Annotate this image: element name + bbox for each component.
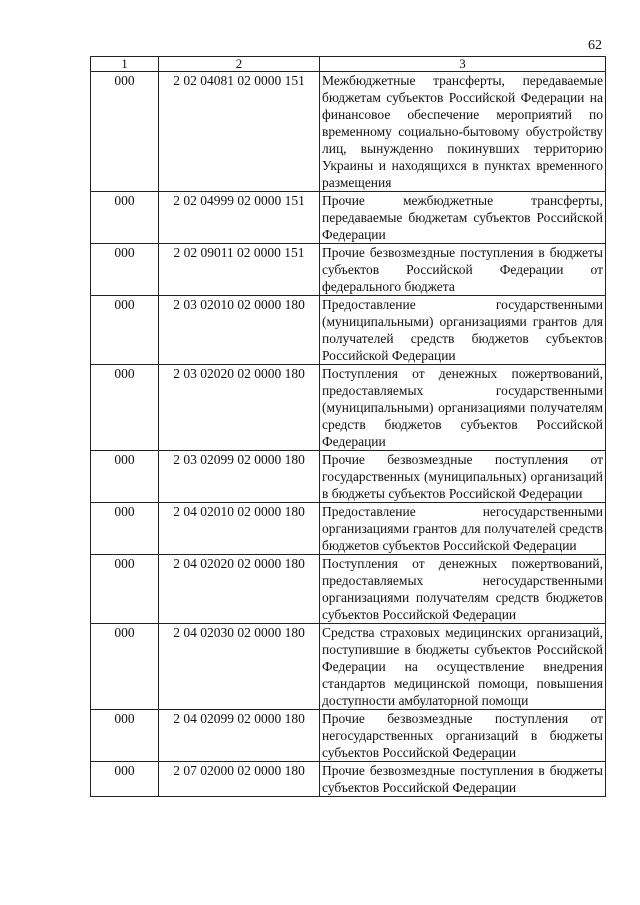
budget-code-cell: 2 03 02020 02 0000 180: [159, 365, 320, 451]
budget-code-cell: 2 03 02010 02 0000 180: [159, 296, 320, 365]
table-row: [91, 244, 606, 296]
budget-code-cell: 2 04 02030 02 0000 180: [159, 624, 320, 710]
revenue-description-cell: Средства страховых медицинских организаций, поступившие в бюджеты субъектов Российской Федерации на осуществление внедрения стандартов медицинской помощи, повышения доступности амбулаторной помощи: [320, 624, 606, 710]
revenue-description-cell: Поступления от денежных пожертвований, предоставляемых негосударственными организациями получателям средств бюджетов субъектов Российской Федерации: [320, 555, 606, 624]
admin-code-cell: 000: [91, 762, 159, 797]
budget-code-cell: 2 04 02010 02 0000 180: [159, 503, 320, 555]
admin-code-cell: 000: [91, 451, 159, 503]
budget-code-cell: 2 03 02099 02 0000 180: [159, 451, 320, 503]
revenue-description-cell: Прочие безвозмездные поступления в бюджеты субъектов Российской Федерации: [320, 762, 606, 797]
revenue-description-cell: Прочие безвозмездные поступления от негосударственных организаций в бюджеты субъектов Российской Федерации: [320, 710, 606, 762]
column-header-3: 3: [320, 57, 606, 72]
admin-code-cell: 000: [91, 624, 159, 710]
revenue-description-cell: Предоставление государственными (муниципальными) организациями грантов для получателей средств бюджетов субъектов Российской Федерации: [320, 296, 606, 365]
admin-code-cell: 000: [91, 555, 159, 624]
budget-code-cell: 2 02 04081 02 0000 151: [159, 72, 320, 192]
table-header-row: [91, 57, 606, 72]
revenue-description-cell: Межбюджетные трансферты, передаваемые бюджетам субъектов Российской Федерации на финансовое обеспечение мероприятий по временному социально-бытовому обустройству лиц, вынужденно покинувших территорию Украины и находящихся в пунктах временного размещения: [320, 72, 606, 192]
admin-code-cell: 000: [91, 244, 159, 296]
table-row: [91, 72, 606, 192]
column-header-2: 2: [159, 57, 320, 72]
budget-code-cell: 2 02 04999 02 0000 151: [159, 192, 320, 244]
table-row: [91, 192, 606, 244]
table-row: [91, 762, 606, 797]
admin-code-cell: 000: [91, 503, 159, 555]
admin-code-cell: 000: [91, 192, 159, 244]
admin-code-cell: 000: [91, 296, 159, 365]
budget-code-cell: 2 07 02000 02 0000 180: [159, 762, 320, 797]
table-row: [91, 555, 606, 624]
table-row: [91, 624, 606, 710]
table-row: [91, 451, 606, 503]
admin-code-cell: 000: [91, 365, 159, 451]
revenue-description-cell: Предоставление негосударственными организациями грантов для получателей средств бюджетов субъектов Российской Федерации: [320, 503, 606, 555]
revenue-description-cell: Прочие безвозмездные поступления в бюджеты субъектов Российской Федерации от федерального бюджета: [320, 244, 606, 296]
admin-code-cell: 000: [91, 710, 159, 762]
table-row: [91, 296, 606, 365]
table-row: [91, 710, 606, 762]
revenue-description-cell: Прочие безвозмездные поступления от государственных (муниципальных) организаций в бюджеты субъектов Российской Федерации: [320, 451, 606, 503]
column-header-1: 1: [91, 57, 159, 72]
budget-code-cell: 2 04 02020 02 0000 180: [159, 555, 320, 624]
budget-code-cell: 2 02 09011 02 0000 151: [159, 244, 320, 296]
admin-code-cell: 000: [91, 72, 159, 192]
budget-code-cell: 2 04 02099 02 0000 180: [159, 710, 320, 762]
budget-classification-table: [90, 56, 606, 797]
revenue-description-cell: Поступления от денежных пожертвований, предоставляемых государственными (муниципальными) организациями получателям средств бюджетов субъектов Российской Федерации: [320, 365, 606, 451]
revenue-description-cell: Прочие межбюджетные трансферты, передаваемые бюджетам субъектов Российской Федерации: [320, 192, 606, 244]
table-row: [91, 503, 606, 555]
page-number: 62: [588, 38, 602, 53]
table-row: [91, 365, 606, 451]
